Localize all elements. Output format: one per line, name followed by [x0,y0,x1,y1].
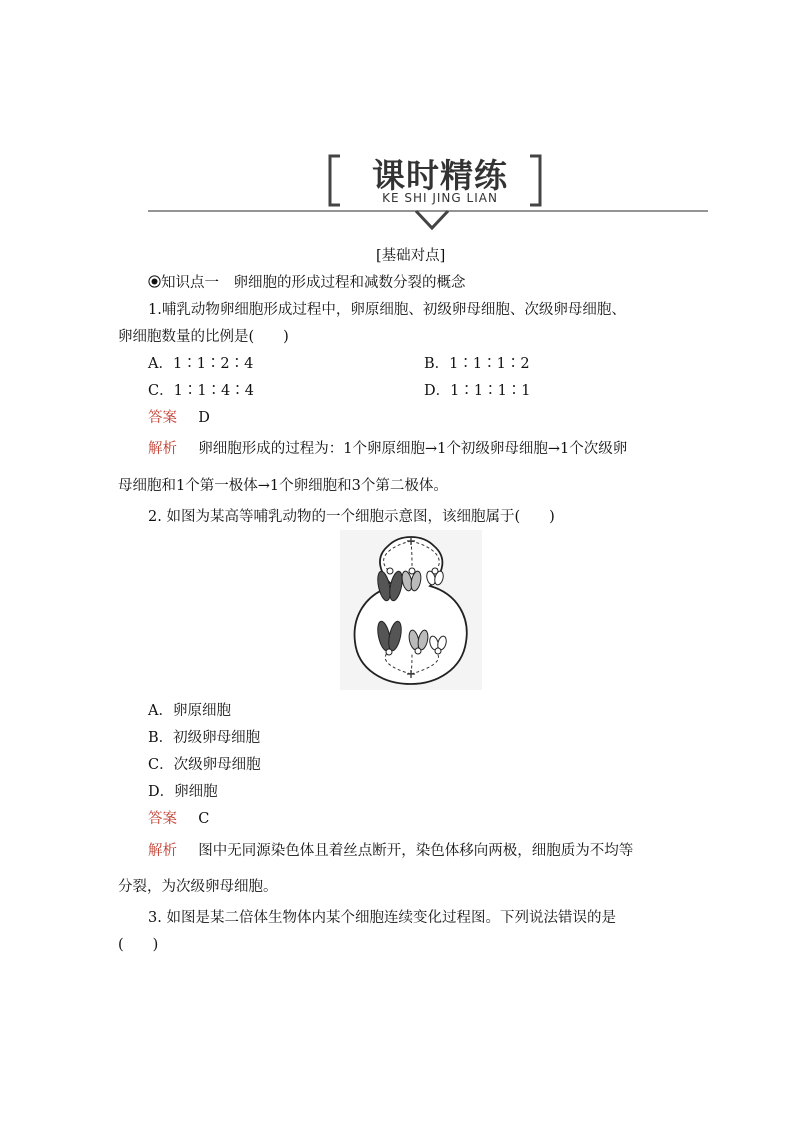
knowledge-point [148,271,466,292]
q3-stem: 3. 如图是某二倍体生物体内某个细胞连续变化过程图。下列说法错误的是 [148,910,616,926]
q1-analysis [148,437,627,458]
q2-analysis-text: 图中无同源染色体且着丝点断开，染色体移向两极，细胞质为不均等 [198,843,634,859]
q1-answer [148,406,210,427]
q1-stem-line2: 卵细胞数量的比例是( ) [118,329,289,345]
q2-option-d: D．卵细胞 [148,784,218,800]
q1-analysis-line2: 母细胞和1个第一极体→1个卵细胞和3个第二极体。 [118,478,448,494]
q2-option-a: A．卵原细胞 [148,703,231,719]
q1-option-b: B．1∶1∶1∶2 [424,356,530,372]
q2-analysis-label: 解析 [148,843,177,859]
section-heading: [基础对点] [376,248,446,264]
q2-option-c: C．次级卵母细胞 [148,757,261,773]
q1-option-d: D．1∶1∶1∶1 [424,383,531,399]
q2-answer-value: C [198,811,210,827]
q2-option-b: B．初级卵母细胞 [148,730,261,746]
q2-answer-label: 答案 [148,811,177,827]
q2-analysis [148,839,633,860]
q1-answer-label: 答案 [148,410,177,426]
banner-right-bracket [530,156,540,205]
knowledge-point-text: 知识点一 卵细胞的形成过程和减数分裂的概念 [161,275,466,291]
q1-answer-value: D [198,410,210,426]
q1-stem: 1.哺乳动物卵细胞形成过程中，卵原细胞、初级卵母细胞、次级卵母细胞、 [148,302,626,318]
q2-analysis-line2: 分裂，为次级卵母细胞。 [118,879,278,895]
banner-left-bracket [330,156,340,205]
banner-subtitle: KE SHI JING LIAN [382,191,498,205]
q2-stem: 2. 如图为某高等哺乳动物的一个细胞示意图，该细胞属于( ) [148,509,555,525]
bullet-icon [148,275,161,288]
q1-option-c: C．1∶1∶4∶4 [148,383,254,399]
q1-analysis-label: 解析 [148,441,177,457]
banner-title: 课时精练 [372,156,508,195]
cell-diagram [340,530,482,690]
banner-pointer [416,211,448,228]
q1-option-a: A．1∶1∶2∶4 [148,356,254,372]
q2-answer [148,807,209,828]
q3-stem-line2: ( ) [118,937,159,953]
q1-analysis-text: 卵细胞形成的过程为：1个卵原细胞→1个初级卵母细胞→1个次级卵 [198,441,628,457]
